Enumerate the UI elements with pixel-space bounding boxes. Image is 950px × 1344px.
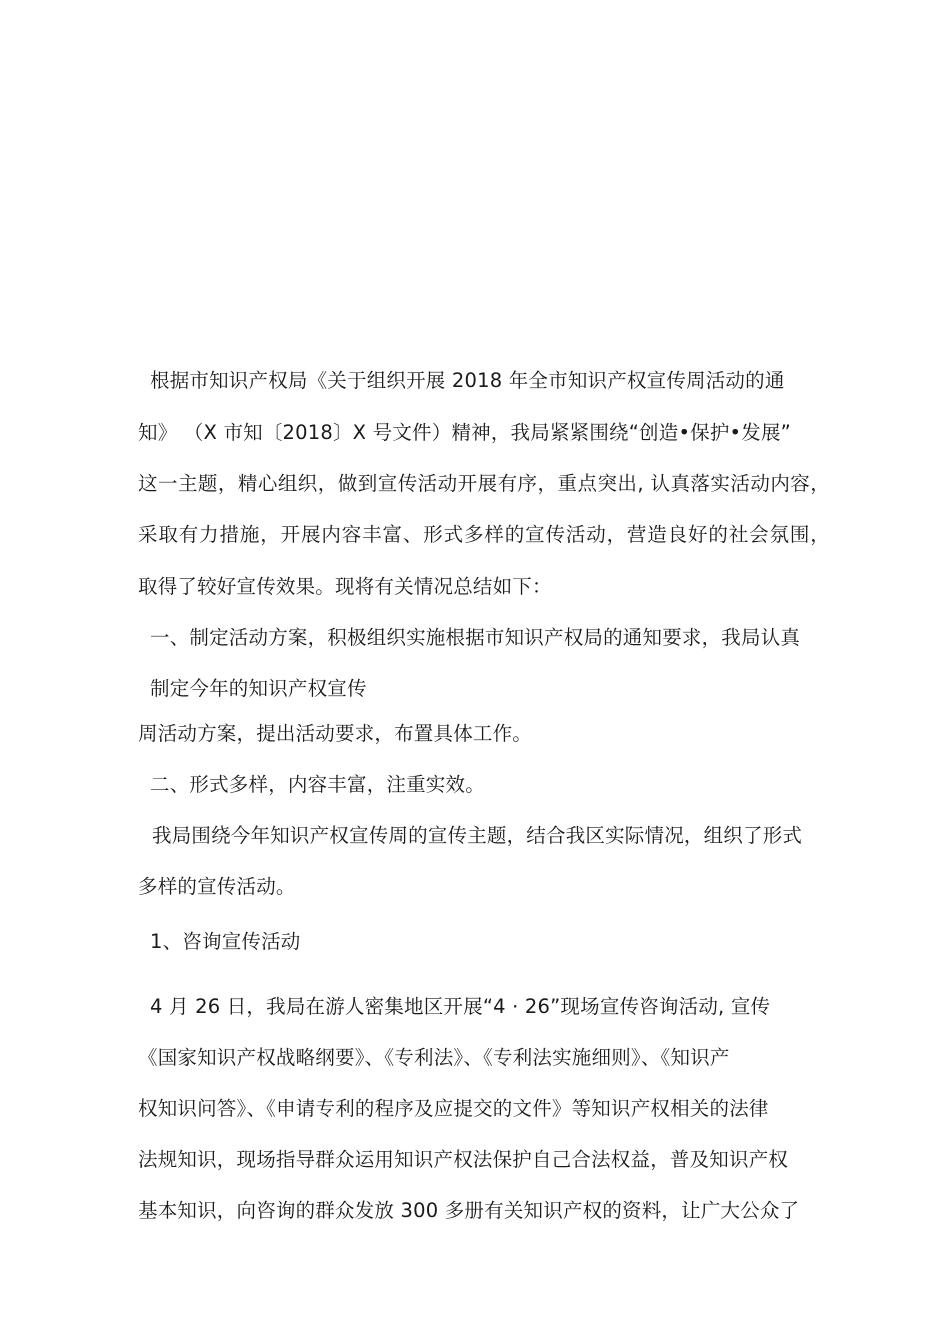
section-1-line-2: 制定今年的知识产权宣传 (150, 677, 367, 700)
paragraph-3-line-1: 4 月 26 日，我局在游人密集地区开展“4 · 26”现场宣传咨询活动, 宣传 (150, 995, 771, 1018)
paragraph-1-line-3: 这一主题，精心组织，做到宣传活动开展有序，重点突出, 认真落实活动内容， (138, 472, 830, 495)
paragraph-1-line-5: 取得了较好宣传效果。现将有关情况总结如下： (138, 575, 552, 598)
section-1-line-3: 周活动方案，提出活动要求，布置具体工作。 (138, 722, 533, 745)
paragraph-3-line-5: 基本知识，向咨询的群众发放 300 多册有关知识产权的资料，让广大公众了 (138, 1199, 800, 1222)
paragraph-3-line-3: 权知识问答》、《申请专利的程序及应提交的文件》等知识产权相关的法律 (138, 1097, 769, 1120)
paragraph-1-line-2: 知》 （X 市知〔2018〕X 号文件）精神，我局紧紧围绕“创造•保护•发展” (138, 421, 791, 444)
section-heading-1: 一、制定活动方案，积极组织实施根据市知识产权局的通知要求，我局认真 (150, 626, 801, 649)
section-heading-2: 二、形式多样，内容丰富，注重实效。 (150, 773, 485, 796)
paragraph-3-line-2: 《国家知识产权战略纲要》、《专利法》、《专利法实施细则》、《知识产 (138, 1046, 730, 1069)
paragraph-2-line-1: 我局围绕今年知识产权宣传周的宣传主题，结合我区实际情况，组织了形式 (152, 824, 803, 847)
paragraph-1-line-1: 根据市知识产权局《关于组织开展 2018 年全市知识产权宣传周活动的通 (150, 369, 785, 392)
subsection-heading-1: 1、咨询宣传活动 (150, 930, 301, 953)
paragraph-3-line-4: 法规知识，现场指导群众运用知识产权法保护自己合法权益，普及知识产权 (138, 1148, 789, 1171)
paragraph-1-line-4: 采取有力措施，开展内容丰富、形式多样的宣传活动，营造良好的社会氛围， (138, 523, 830, 546)
paragraph-2-line-2: 多样的宣传活动。 (138, 875, 296, 898)
